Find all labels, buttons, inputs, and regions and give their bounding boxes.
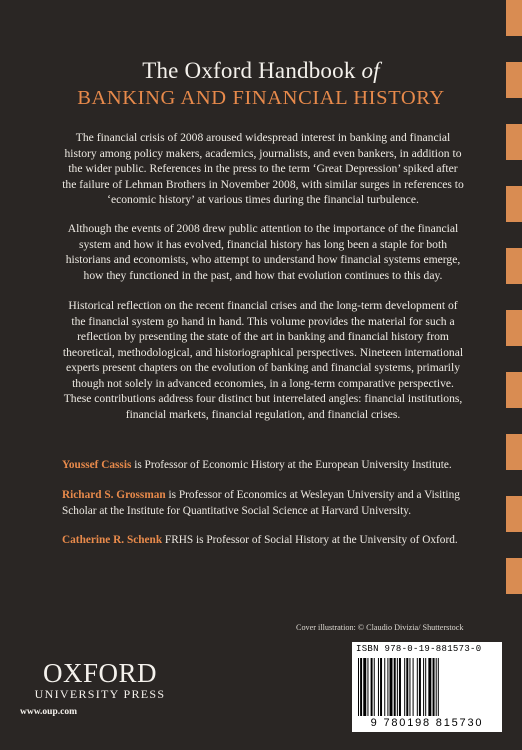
publisher-url: www.oup.com xyxy=(20,707,78,717)
title-line-1 xyxy=(0,58,522,84)
editor-bio-text: FRHS is Professor of Social History at the University of Oxford. xyxy=(162,534,458,546)
editor-bio-schenk xyxy=(62,533,472,549)
description-paragraph-3: Historical reflection on the recent financial crises and the long-term development of the financial system go hand in hand. This volume provides the material for such a reflection by presenting the state of the art in banking and financial history from theoretical, methodological, and historiographical perspectives. Nineteen international experts present chapters on the evolution of banking and financial systems, primarily though not solely in advanced economies, in a long-term comparative perspective. These contributions address four distinct but interrelated angles: financial institutions, financial markets, financial regulation, and financial crises. xyxy=(62,299,464,421)
title-line-2: BANKING AND FINANCIAL HISTORY xyxy=(77,87,445,109)
editor-name: Richard S. Grossman xyxy=(62,489,166,501)
decorative-stripe xyxy=(506,0,522,750)
isbn-barcode xyxy=(352,642,502,732)
editor-name: Youssef Cassis xyxy=(62,459,132,471)
publisher-logo xyxy=(20,660,180,702)
description-paragraph-1: The financial crisis of 2008 aroused widespread interest in banking and financial history among policy makers, academics, journalists, and even bankers, in addition to the wider public. References in the press to the term ‘Great Depression’ spiked after the failure of Lehman Brothers in November 2008, with similar surges in references to ‘economic history’ at various times during the financial turbulence. xyxy=(62,131,464,206)
description-paragraph-2: Although the events of 2008 drew public attention to the importance of the financial system and how it has evolved, financial history has long been a staple for both historians and economists, who attempt to understand how financial systems emerge, how they functioned in the past, and how that evolution continues to this day. xyxy=(65,222,461,282)
barcode-bars xyxy=(358,658,496,716)
barcode-digits: 9 780198 815730 xyxy=(370,717,484,729)
editor-bio-text: is Professor of Economics at Wesleyan University and a Visiting Scholar at the Institute for Quantitative Social Science at Harvard University. xyxy=(62,489,460,517)
editor-bio-text: is Professor of Economic History at the European University Institute. xyxy=(131,459,452,471)
isbn-text: ISBN 978-0-19-881573-0 xyxy=(356,644,482,654)
editor-bio-cassis xyxy=(62,458,472,474)
editor-name: Catherine R. Schenk xyxy=(62,534,163,546)
editor-bio-grossman xyxy=(62,488,472,519)
title-italic-of: of xyxy=(361,58,380,83)
title-prefix: The Oxford Handbook xyxy=(142,58,356,83)
cover-credit: Cover illustration: © Claudio Divizia/ Shutterstock xyxy=(296,623,464,632)
publisher-subtitle: UNIVERSITY PRESS xyxy=(34,687,166,701)
publisher-name: OXFORD xyxy=(42,658,158,688)
